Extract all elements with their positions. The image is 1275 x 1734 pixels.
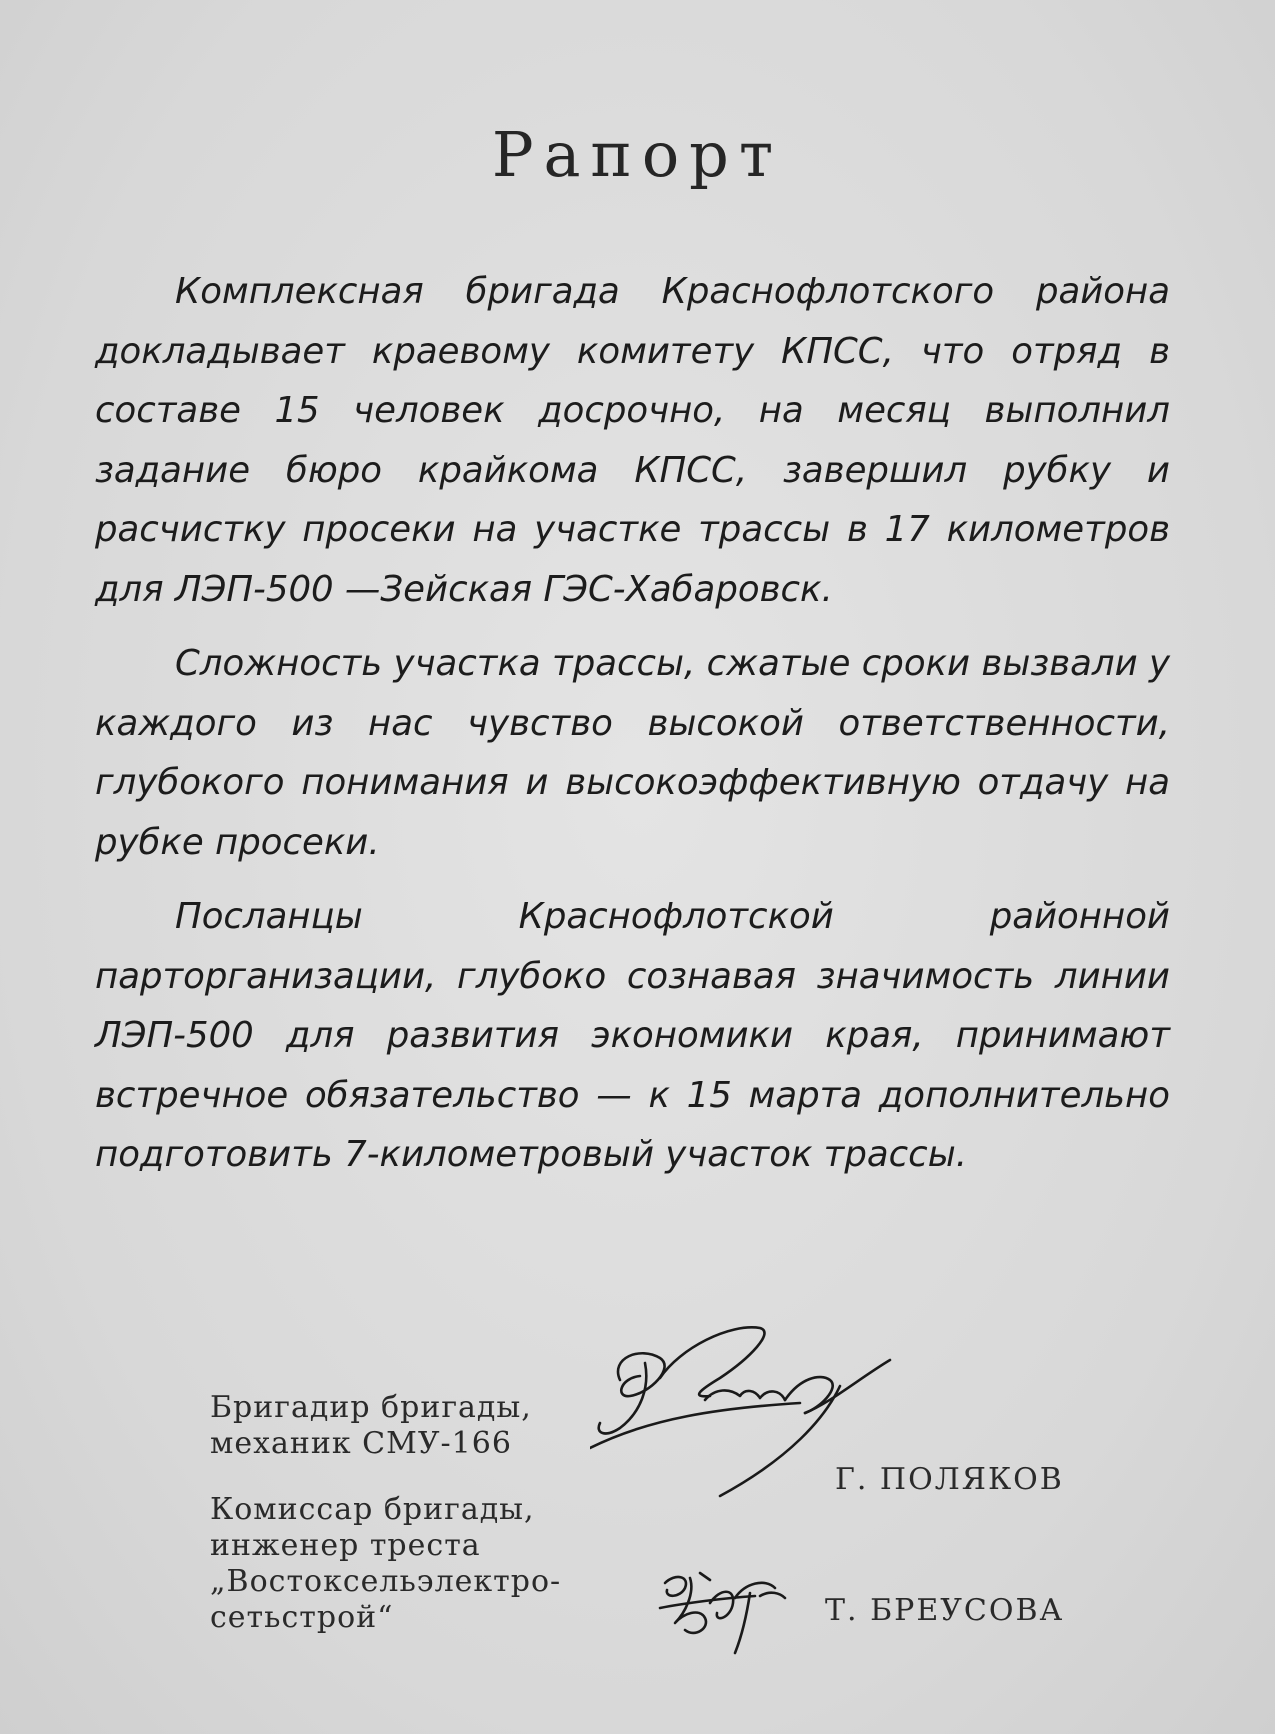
signatory-2-name: Т. БРЕУСОВА bbox=[825, 1593, 1065, 1628]
paragraph-3: Посланцы Краснофлотской районной парторганизации, глубоко сознавая значимость линии ЛЭП-500 для развития экономики края, принимают встречное обязательство — к 15 марта дополнительно подготовить 7-километровый участок трассы. bbox=[95, 896, 1170, 1175]
signatory-1-role: Бригадир бригады, механик СМУ-166 bbox=[210, 1390, 532, 1461]
handwritten-signature-1 bbox=[590, 1318, 910, 1513]
signatory-1-name: Г. ПОЛЯКОВ bbox=[835, 1462, 1064, 1497]
report-body bbox=[95, 262, 1170, 1185]
signatory-2-role: Комиссар бригады, инженер треста „Востоксельэлектро- сетьстрой“ bbox=[210, 1492, 562, 1635]
paragraph-1: Комплексная бригада Краснофлотского района докладывает краевому комитету КПСС, что отряд в составе 15 человек досрочно, на месяц выполнил задание бюро крайкома КПСС, завершил рубку и расчистку просеки на участке трассы в 17 километров для ЛЭП-500 —Зейская ГЭС-Хабаровск. bbox=[95, 271, 1170, 610]
handwritten-signature-2 bbox=[655, 1568, 805, 1658]
document-title: Рапорт bbox=[491, 118, 784, 191]
paragraph-2: Сложность участка трассы, сжатые сроки вызвали у каждого из нас чувство высокой ответственности, глубокого понимания и высокоэффективную отдачу на рубке просеки. bbox=[95, 643, 1170, 863]
